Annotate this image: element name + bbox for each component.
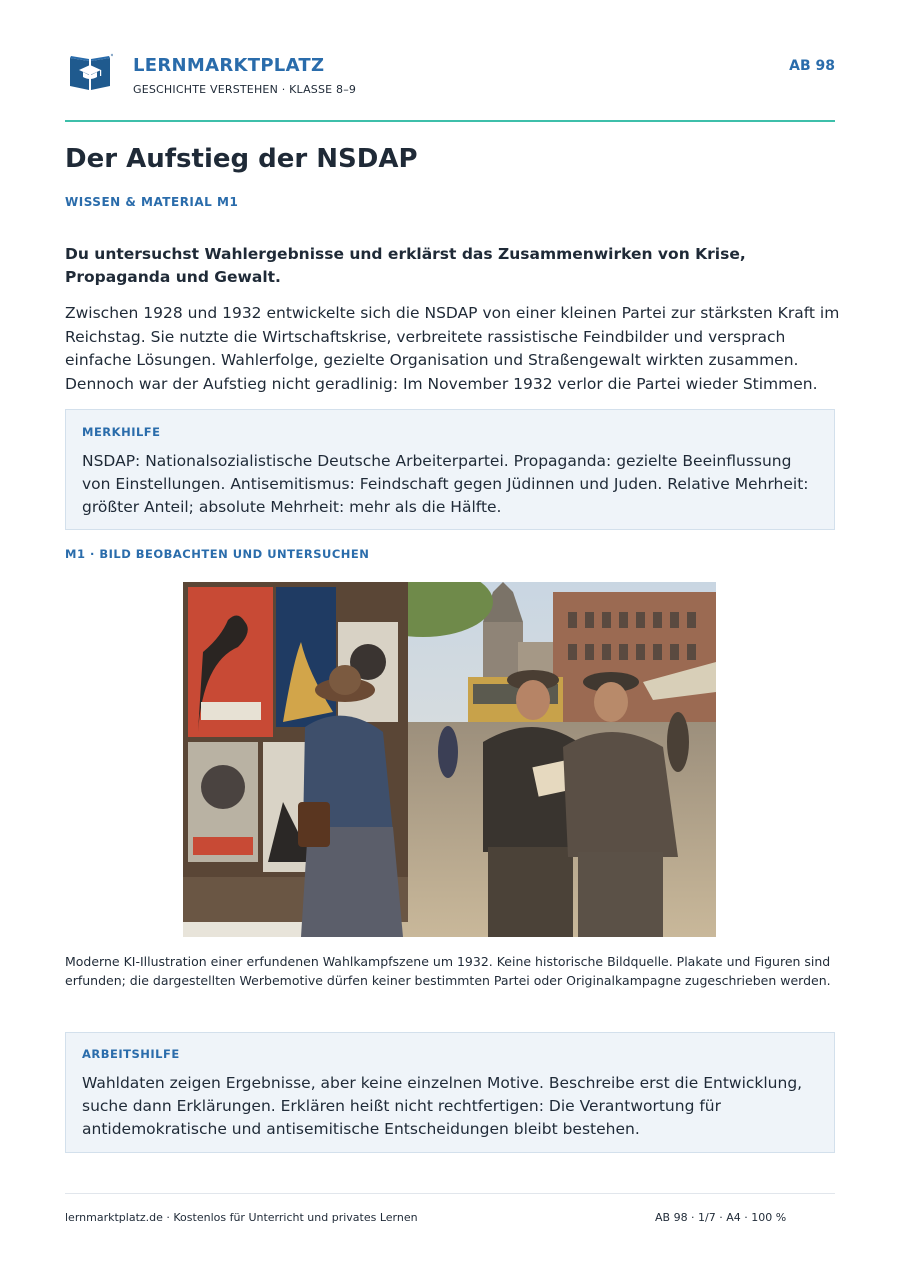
section-kicker: WISSEN & MATERIAL M1 bbox=[65, 195, 239, 209]
page-header bbox=[65, 52, 835, 102]
brand-name: LERNMARKTPLATZ bbox=[133, 55, 325, 76]
m1-illustration bbox=[183, 582, 716, 937]
image-caption: Moderne KI-Illustration einer erfundenen Wahlkampfszene um 1932. Keine historische Bildquelle. Plakate und Figuren sind erfunden; die dargestellten Werbemotive dürfen keiner bestimmten Partei oder Originalkampagne zugeschrieben werden. bbox=[65, 954, 831, 988]
brand-subtitle: GESCHICHTE VERSTEHEN · KLASSE 8–9 bbox=[133, 83, 357, 96]
merkhilfe-label: MERKHILFE bbox=[82, 425, 161, 439]
merkhilfe-box bbox=[65, 409, 835, 530]
footer-site-info: lernmarktplatz.de · Kostenlos für Unterricht und privates Lernen bbox=[65, 1211, 418, 1224]
footer-page-info: AB 98 · 1/7 · A4 · 100 % bbox=[655, 1211, 787, 1224]
m1-heading: M1 · BILD BEOBACHTEN UND UNTERSUCHEN bbox=[65, 547, 370, 561]
arbeitshilfe-box bbox=[65, 1032, 835, 1153]
lead-text: Du untersuchst Wahlergebnisse und erklärst das Zusammenwirken von Krise, Propaganda und Gewalt. bbox=[65, 245, 746, 286]
graduation-cap-book-icon bbox=[67, 52, 113, 92]
footer-divider bbox=[65, 1193, 835, 1194]
arbeitshilfe-label: ARBEITSHILFE bbox=[82, 1047, 180, 1061]
worksheet-id: AB 98 bbox=[789, 58, 835, 74]
campaign-scene-image bbox=[183, 582, 716, 937]
page-title: Der Aufstieg der NSDAP bbox=[65, 144, 418, 174]
merkhilfe-text: NSDAP: Nationalsozialistische Deutsche Arbeiterpartei. Propaganda: gezielte Beeinflussung von Einstellungen. Antisemitismus: Feindschaft gegen Jüdinnen und Juden. Relative Mehrheit: größter Anteil; absolute Mehrheit: mehr als die Hälfte. bbox=[82, 452, 809, 516]
arbeitshilfe-text: Wahldaten zeigen Ergebnisse, aber keine einzelnen Motive. Beschreibe erst die Entwicklung, suche dann Erklärungen. Erklären heißt nicht rechtfertigen: Die Verantwortung für antidemokratische und antisemitische Entscheidungen bleibt bestehen. bbox=[82, 1074, 803, 1138]
intro-paragraph: Zwischen 1928 und 1932 entwickelte sich die NSDAP von einer kleinen Partei zur stärksten Kraft im Reichstag. Sie nutzte die Wirtschaftskrise, verbreitete rassistische Feindbilder und versprach einfache Lösungen. Wahlerfolge, gezielte Organisation und Straßengewalt wirkten zusammen. Dennoch war der Aufstieg nicht geradlinig: Im November 1932 verlor die Partei wieder Stimmen. bbox=[65, 304, 840, 393]
header-divider bbox=[65, 120, 835, 122]
